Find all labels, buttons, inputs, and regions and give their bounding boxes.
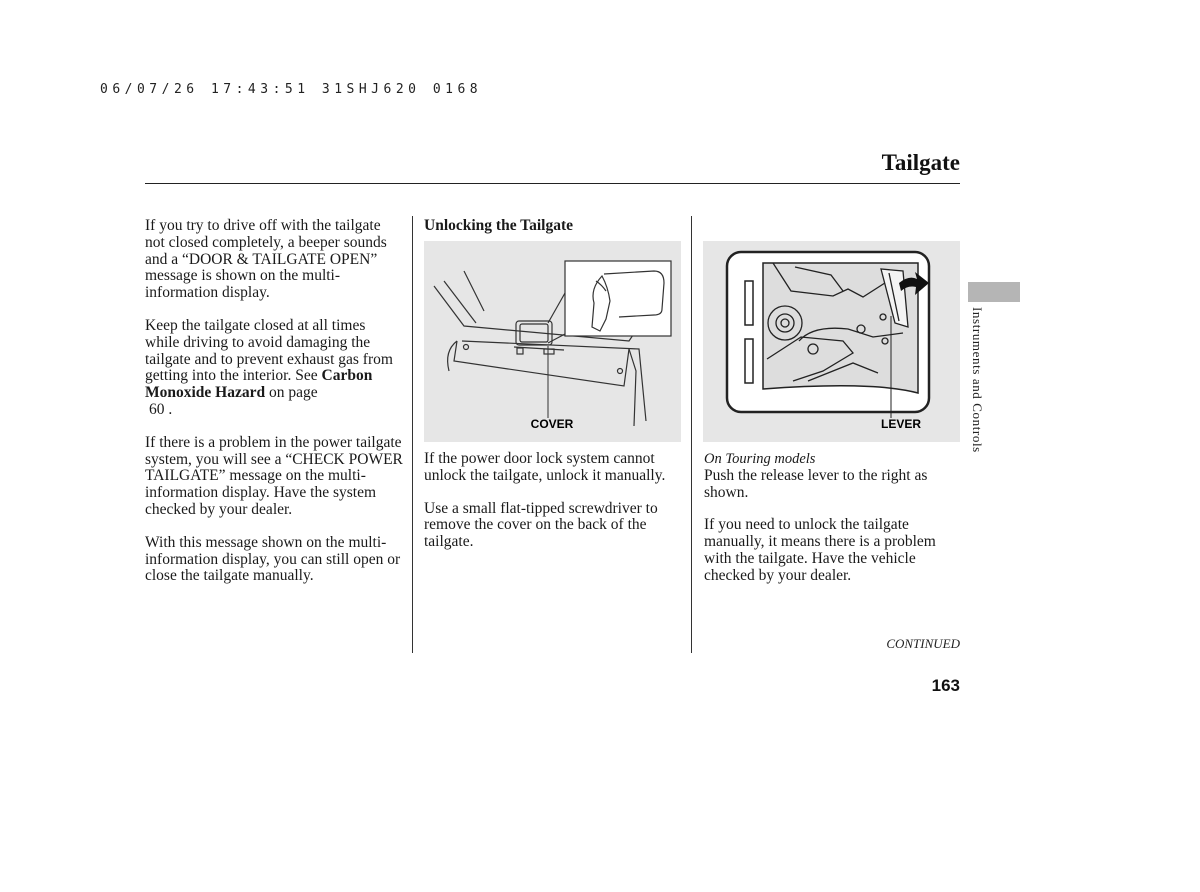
cover-label: COVER	[530, 417, 574, 431]
section-tab-label: Instruments and Controls	[970, 307, 985, 453]
page-ref-suffix: on page	[265, 384, 318, 402]
section-tab-marker	[968, 282, 1020, 302]
touring-caption: On Touring models	[704, 451, 816, 467]
cover-figure	[424, 241, 681, 442]
paragraph-keep-closed	[145, 318, 403, 419]
paragraph-screwdriver: Use a small flat-tipped screwdriver to remove the cover on the back of the tailgate.	[424, 499, 658, 551]
tailgate-cover-illustration	[424, 241, 681, 442]
page-title: Tailgate	[881, 150, 960, 175]
paragraph-tailgate-warning: If you try to drive off with the tailgate not closed completely, a beeper sounds and a “DOOR & TAILGATE OPEN” message is shown on the multi-information display.	[145, 217, 387, 302]
paragraph-push-lever: Push the release lever to the right as shown.	[704, 466, 928, 501]
continued-label: CONTINUED	[886, 636, 960, 651]
lever-label: LEVER	[880, 417, 922, 431]
lever-figure	[703, 241, 960, 442]
page-number: 163	[931, 676, 960, 695]
column-divider-left	[412, 216, 413, 653]
paragraph-dealer-check: If you need to unlock the tailgate manually, it means there is a problem with the tailgate. Have the vehicle checked by your dealer.	[704, 516, 936, 584]
right-column	[704, 451, 962, 601]
title-rule	[145, 183, 960, 184]
column-divider-right	[691, 216, 692, 653]
middle-column	[424, 451, 686, 567]
paragraph-manual-operation: With this message shown on the multi-information display, you can still open or close the tailgate manually.	[145, 533, 401, 585]
release-lever-illustration	[703, 241, 960, 442]
page-ref-number[interactable]: 60 .	[149, 400, 173, 418]
left-column	[145, 218, 403, 601]
paragraph-manual-unlock: If the power door lock system cannot unlock the tailgate, unlock it manually.	[424, 450, 666, 484]
carbon-monoxide-link[interactable]: Carbon Monoxide Hazard	[145, 367, 373, 402]
section-heading: Unlocking the Tailgate	[424, 217, 573, 234]
paragraph-power-tailgate-problem: If there is a problem in the power tailgate system, you will see a “CHECK POWER TAILGATE” message on the multi-information display. Have the system checked by your dealer.	[145, 433, 403, 518]
print-timestamp: 06/07/26 17:43:51 31SHJ620 0168	[100, 82, 483, 97]
keep-closed-text: Keep the tailgate closed at all times while driving to avoid damaging the tailgate and to prevent exhaust gas from getting into the interior. See	[145, 316, 393, 385]
